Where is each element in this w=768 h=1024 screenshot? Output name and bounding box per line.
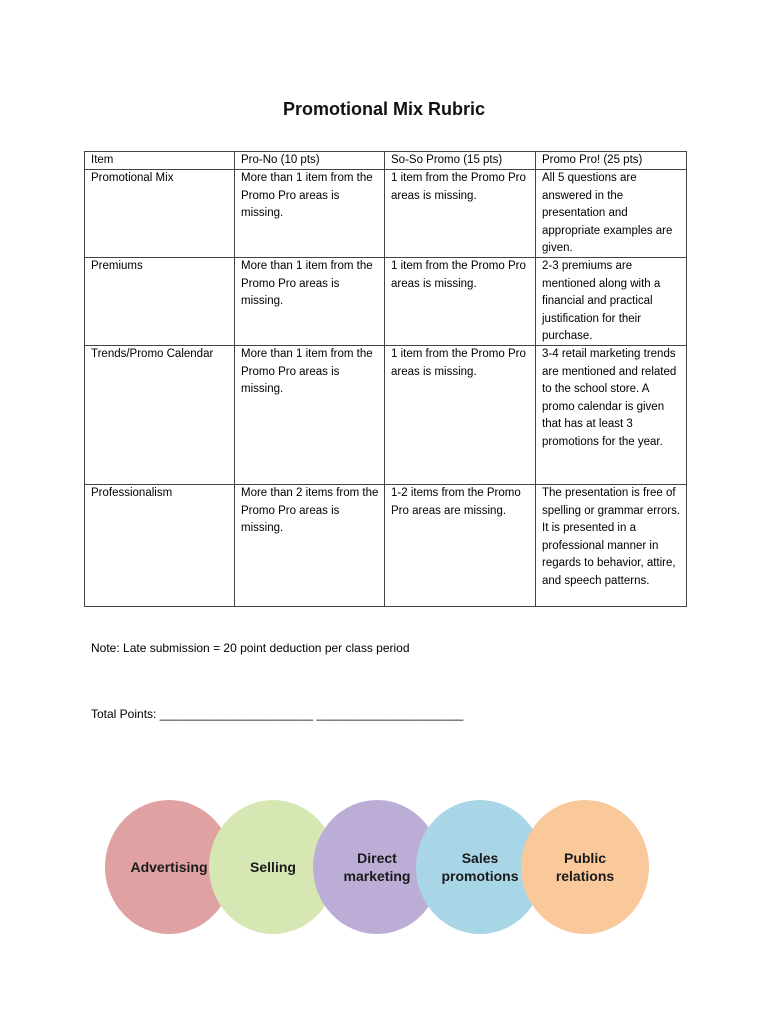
header-item: Item — [85, 152, 235, 170]
row-so-so-cell: 1 item from the Promo Pro areas is missing. — [385, 258, 536, 346]
circle-label: promotions — [441, 868, 519, 884]
page-title: Promotional Mix Rubric — [282, 99, 486, 119]
row-item-cell: Trends/Promo Calendar — [85, 346, 235, 485]
header-promo-pro: Promo Pro! (25 pts) — [536, 152, 687, 170]
row-promo-pro-cell: All 5 questions are answered in the presentation and appropriate examples are given. — [536, 170, 687, 258]
row-so-so-cell: 1 item from the Promo Pro areas is missing. — [385, 346, 536, 485]
row-pro-no-cell: More than 2 items from the Promo Pro areas is missing. — [235, 485, 385, 607]
late-submission-note: Note: Late submission = 20 point deduction per class period — [91, 641, 410, 655]
table-row — [85, 346, 687, 485]
table-header-row — [85, 152, 687, 170]
row-so-so-cell: 1-2 items from the Promo Pro areas are missing. — [385, 485, 536, 607]
row-item-cell: Professionalism — [85, 485, 235, 607]
row-item-cell: Promotional Mix — [85, 170, 235, 258]
circle-label: Public — [563, 850, 606, 866]
row-item-cell: Premiums — [85, 258, 235, 346]
total-points-line: Total Points: _______________________ ______________________ — [91, 707, 464, 721]
row-promo-pro-cell: 3-4 retail marketing trends are mentioned and related to the school store. A promo calendar is given that has at least 3 promotions for the year. — [536, 346, 687, 485]
promotional-mix-diagram — [105, 800, 653, 935]
row-pro-no-cell: More than 1 item from the Promo Pro areas is missing. — [235, 258, 385, 346]
table-row — [85, 485, 687, 607]
circle-public-relations — [521, 800, 649, 934]
rubric-table — [84, 151, 687, 607]
row-pro-no-cell: More than 1 item from the Promo Pro areas is missing. — [235, 346, 385, 485]
table-row — [85, 258, 687, 346]
header-so-so-promo: So-So Promo (15 pts) — [385, 152, 536, 170]
row-so-so-cell: 1 item from the Promo Pro areas is missing. — [385, 170, 536, 258]
circle-label: marketing — [343, 868, 411, 884]
row-pro-no-cell: More than 1 item from the Promo Pro areas is missing. — [235, 170, 385, 258]
circle-label: Direct — [357, 850, 397, 866]
circle-label: Advertising — [130, 859, 208, 875]
table-row — [85, 170, 687, 258]
circle-label: Sales — [461, 850, 499, 866]
circle-label: Selling — [250, 859, 296, 875]
circle-label: relations — [555, 868, 615, 884]
header-pro-no: Pro-No (10 pts) — [235, 152, 385, 170]
row-promo-pro-cell: 2-3 premiums are mentioned along with a financial and practical justification for their purchase. — [536, 258, 687, 346]
row-promo-pro-cell: The presentation is free of spelling or grammar errors. It is presented in a professional manner in regards to behavior, attire, and speech patterns. — [536, 485, 687, 607]
